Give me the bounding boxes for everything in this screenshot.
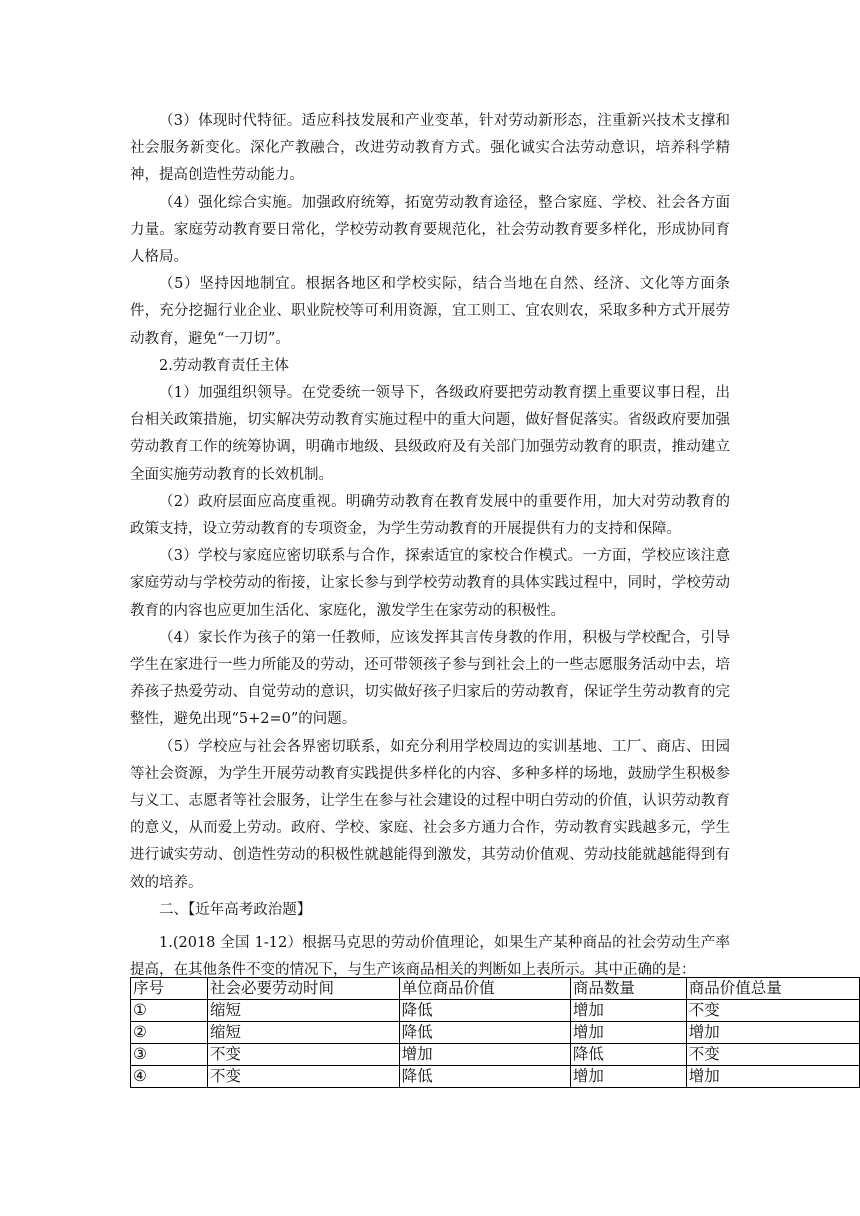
- paragraph-5-society: （5）学校应与社会各界密切联系，如充分利用学校周边的实训基地、工厂、商店、田园等社会资源，为学生开展劳动教育实践提供多样化的内容、多种多样的场地，鼓励学生积极参与义工、志愿者等社会服务，让学生在参与社会建设的过程中明白劳动的价值，认识劳动教育的意义，从而爱上劳动。政府、学校、家庭、社会多方通力合作，劳动教育实践越多元，学生进行诚实劳动、创造性劳动的积极性就越能得到激发，其劳动价值观、劳动技能就越能得到有效的培养。: [130, 738, 730, 891]
- subheading-responsibility: 2.劳动教育责任主体: [159, 357, 289, 374]
- table-row: [131, 1044, 860, 1066]
- table-cell: 增加: [686, 1066, 859, 1088]
- table-cell: 降低: [399, 1022, 570, 1044]
- table-cell: 增加: [570, 1022, 686, 1044]
- table-cell: 增加: [686, 1022, 859, 1044]
- table-cell: ①: [131, 1000, 208, 1022]
- table-cell: 缩短: [208, 1000, 400, 1022]
- table-cell: ④: [131, 1066, 208, 1088]
- table-cell: 降低: [399, 1000, 570, 1022]
- table-header-cell: 商品价值总量: [686, 978, 859, 1000]
- answer-table: [130, 977, 860, 1088]
- table-cell: 不变: [208, 1066, 400, 1088]
- table-row: [131, 1000, 860, 1022]
- table-header-cell: 序号: [131, 978, 208, 1000]
- table-row: [131, 1066, 860, 1088]
- table-cell: 不变: [686, 1000, 859, 1022]
- paragraph-3-school-family: （3）学校与家庭应密切联系与合作，探索适宜的家校合作模式。一方面，学校应该注意家庭劳动与学校劳动的衔接，让家长参与到学校劳动教育的具体实践过程中，同时，学校劳动教育的内容也应更加生活化、家庭化，激发学生在家劳动的积极性。: [130, 548, 730, 619]
- table-row: [131, 1022, 860, 1044]
- paragraph-4-comprehensive: （4）强化综合实施。加强政府统筹，拓宽劳动教育途径，整合家庭、学校、社会各方面力量。家庭劳动教育要日常化，学校劳动教育要规范化，社会劳动教育要多样化，形成协同育人格局。: [130, 194, 730, 266]
- table-header-row: [131, 978, 860, 1000]
- table-cell: 降低: [570, 1044, 686, 1066]
- table-cell: 降低: [399, 1066, 570, 1088]
- table-cell: 缩短: [208, 1022, 400, 1044]
- table-header-cell: 社会必要劳动时间: [208, 978, 400, 1000]
- table-cell: 不变: [208, 1044, 400, 1066]
- table-cell: ②: [131, 1022, 208, 1044]
- table-header-cell: 商品数量: [570, 978, 686, 1000]
- section-heading: 二、【近年高考政治题】: [159, 901, 312, 918]
- table-cell: 增加: [570, 1066, 686, 1088]
- table-cell: 增加: [570, 1000, 686, 1022]
- paragraph-4-parents: （4）家长作为孩子的第一任教师，应该发挥其言传身教的作用，积极与学校配合，引导学生在家进行一些力所能及的劳动，还可带领孩子参与到社会上的一些志愿服务活动中去，培养孩子热爱劳动、自觉劳动的意识，切实做好孩子归家后的劳动教育，保证学生劳动教育的完整性，避免出现“5+2=0”的问题。: [130, 629, 730, 728]
- paragraph-3-era-features: （3）体现时代特征。适应科技发展和产业变革，针对劳动新形态，注重新兴技术支撑和社会服务新变化。深化产教融合，改进劳动教育方式。强化诚实合法劳动意识，培养科学精神，提高创造性劳动能力。: [130, 113, 730, 184]
- document-body: [130, 108, 730, 924]
- table-cell: ③: [131, 1044, 208, 1066]
- question-1: 1.(2018 全国 1-12）根据马克思的劳动价值理论，如果生产某种商品的社会劳动生产率提高，在其他条件不变的情况下，与生产该商品相关的判断如上表所示。其中正确的是：: [130, 935, 730, 979]
- paragraph-1-leadership: （1）加强组织领导。在党委统一领导下，各级政府要把劳动教育摆上重要议事日程，出台相关政策措施，切实解决劳动教育实施过程中的重大问题，做好督促落实。省级政府要加强劳动教育工作的统筹协调，明确市地级、县级政府及有关部门加强劳动教育的职责，推动建立全面实施劳动教育的长效机制。: [130, 385, 730, 483]
- table-cell: 不变: [686, 1044, 859, 1066]
- table-cell: 增加: [399, 1044, 570, 1066]
- table-header-cell: 单位商品价值: [399, 978, 570, 1000]
- paragraph-2-government: （2）政府层面应高度重视。明确劳动教育在教育发展中的重要作用，加大对劳动教育的政策支持，设立劳动教育的专项资金，为学生劳动教育的开展提供有力的支持和保障。: [130, 493, 730, 538]
- paragraph-5-local-conditions: （5）坚持因地制宜。根据各地区和学校实际，结合当地在自然、经济、文化等方面条件，充分挖掘行业企业、职业院校等可利用资源，宜工则工、宜农则农，采取多种方式开展劳动教育，避免“一刀切”。: [130, 276, 730, 347]
